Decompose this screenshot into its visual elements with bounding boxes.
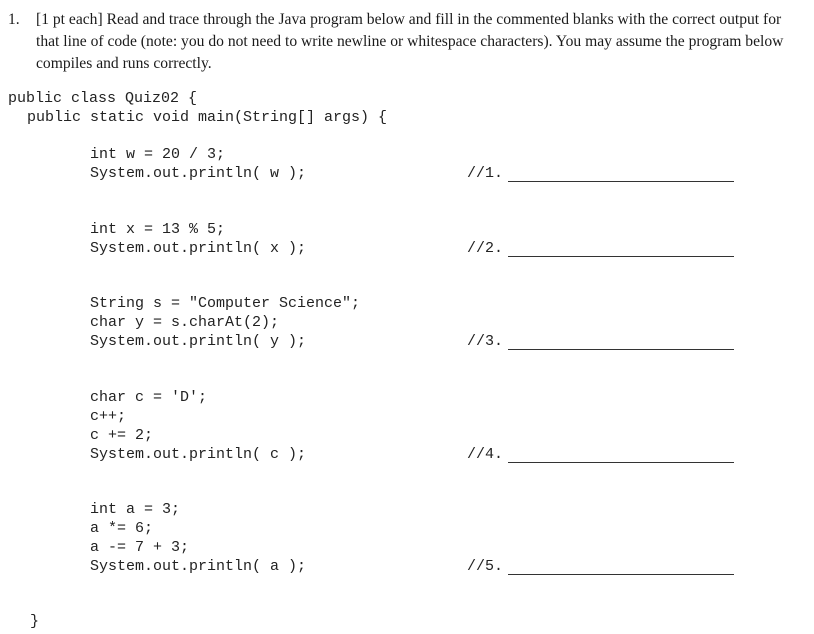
code-line: System.out.println( a );	[90, 558, 307, 575]
code-line: int x = 13 % 5;	[90, 221, 226, 238]
code-line: int a = 3;	[90, 501, 181, 518]
code-line: System.out.println( w );	[90, 165, 307, 182]
answer-blank-5	[508, 574, 734, 575]
main-method-declaration: public static void main(String[] args) {	[27, 109, 388, 126]
code-line: String s = "Computer Science";	[90, 295, 361, 312]
answer-blank-3	[508, 349, 734, 350]
answer-blank-1	[508, 181, 734, 182]
question-number: 1.	[8, 11, 20, 28]
code-line: c += 2;	[90, 427, 154, 444]
code-line: char y = s.charAt(2);	[90, 314, 280, 331]
code-line: c++;	[90, 408, 127, 425]
answer-blank-4	[508, 462, 734, 463]
question	[8, 9, 798, 75]
blank-label-2: //2.	[467, 240, 504, 257]
blank-label-5: //5.	[467, 558, 504, 575]
closing-brace: }	[30, 613, 40, 630]
code-line: int w = 20 / 3;	[90, 146, 226, 163]
blank-label-1: //1.	[467, 165, 504, 182]
code-line: System.out.println( y );	[90, 333, 307, 350]
blank-label-4: //4.	[467, 446, 504, 463]
code-line: char c = 'D';	[90, 389, 208, 406]
code-line: System.out.println( x );	[90, 240, 307, 257]
blank-label-3: //3.	[467, 333, 504, 350]
code-line: System.out.println( c );	[90, 446, 307, 463]
answer-blank-2	[508, 256, 734, 257]
code-line: a -= 7 + 3;	[90, 539, 190, 556]
question-text: [1 pt each] Read and trace through the Java program below and fill in the commented blanks with the correct output for that line of code (note: you do not need to write newline or whitespace characters). You may assume the program below compiles and runs correctly.	[36, 11, 784, 72]
code-line: a *= 6;	[90, 520, 154, 537]
class-declaration: public class Quiz02 {	[8, 90, 198, 107]
